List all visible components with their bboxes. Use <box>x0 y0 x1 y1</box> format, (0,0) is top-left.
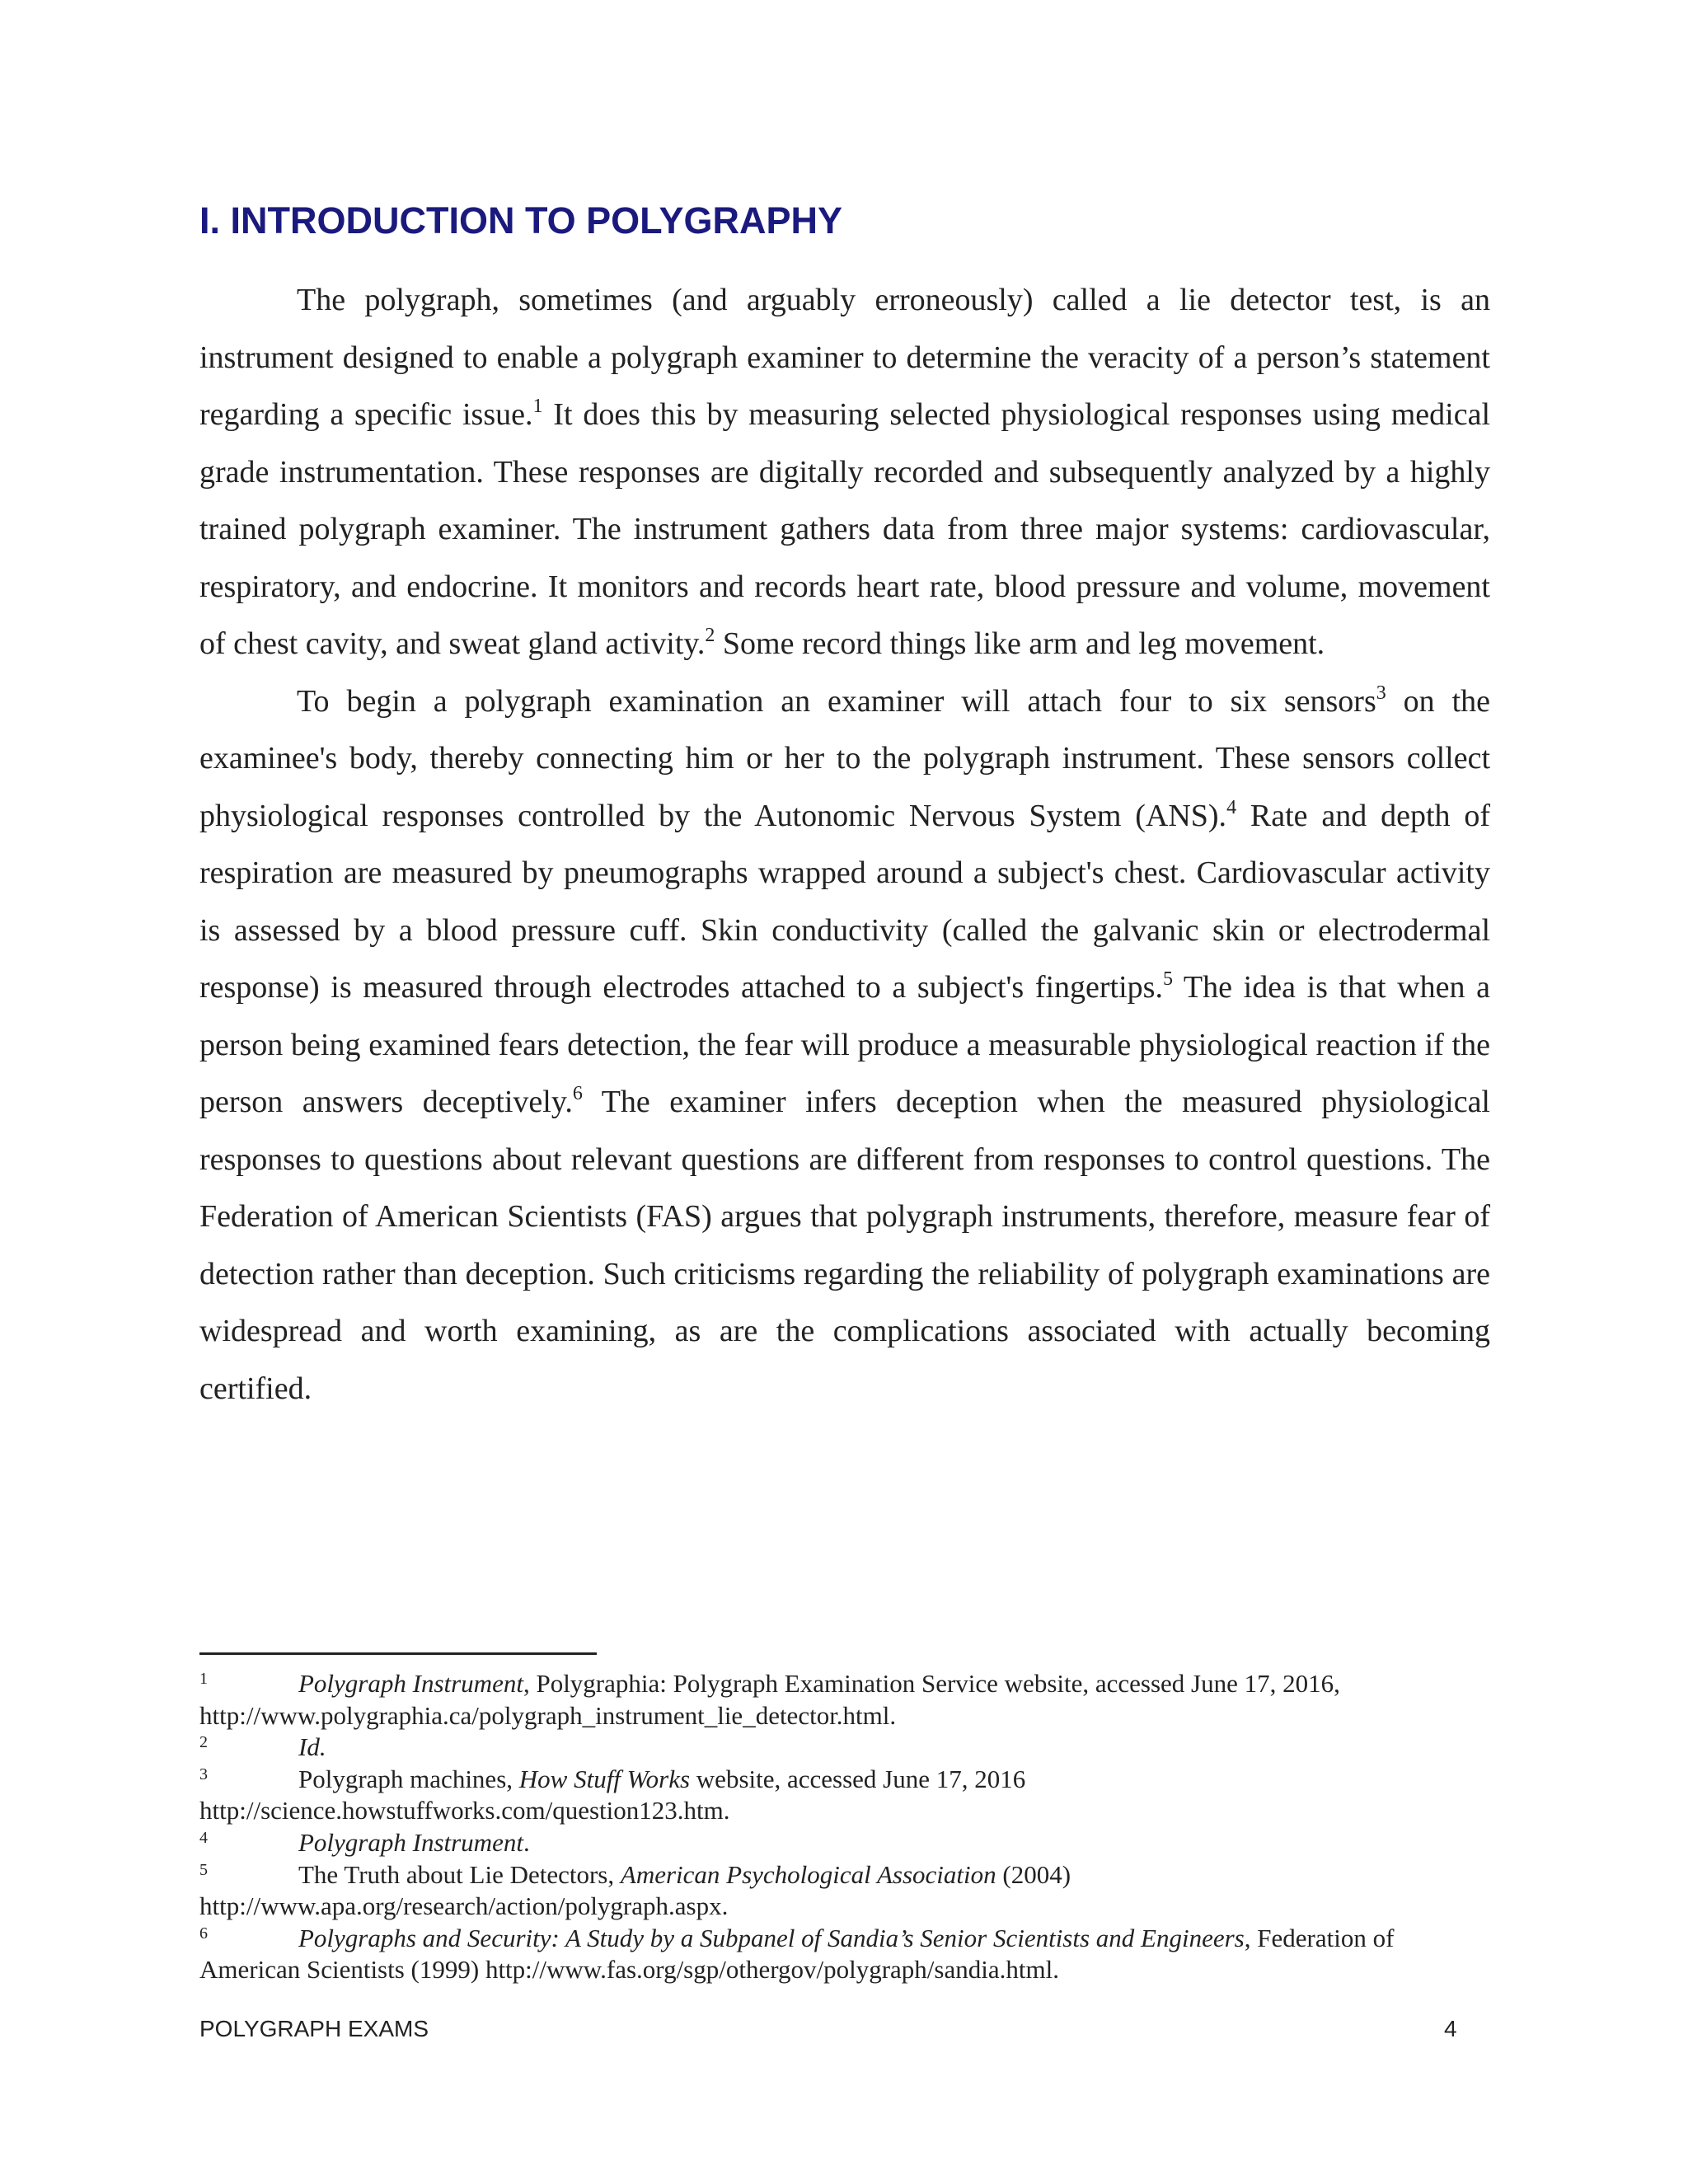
footnote-text-segment: website, accessed June 17, 2016 http://science.howstuffworks.com/question123.htm. <box>199 1764 1026 1825</box>
footnote-reference: 1 <box>532 396 543 417</box>
section-heading: I. INTRODUCTION TO POLYGRAPHY <box>199 199 843 241</box>
footnote-number: 5 <box>199 1860 208 1879</box>
text-segment: The examiner infers deception when the measured physiological responses to questions about relevant questions are different from responses to control questions. The Federation of American Scientists (FAS) argues that polygraph instruments, therefore, measure fear of detection rather than deception. Such criticisms regarding the reliability of polygraph examinations are widespread and worth examining, as are the complications associated with actually becoming certified. <box>199 1085 1490 1406</box>
footnote-text <box>199 1859 1490 1923</box>
page-number: 4 <box>1444 2016 1457 2041</box>
footnote-text-segment: , Federation of American Scientists (1999) http://www.fas.org/sgp/othergov/polygraph/sandia.html. <box>199 1923 1395 1985</box>
footnote-text-segment: The Truth about Lie Detectors, <box>298 1859 621 1889</box>
text-segment: on the examinee's body, thereby connecting him or her to the polygraph instrument. These sensors collect physiological responses controlled by the Autonomic Nervous System (ANS). <box>199 683 1490 833</box>
text-segment: The idea is that when a person being examined fears detection, the fear will produce a measurable physiological reaction if the person answers deceptively. <box>199 970 1490 1119</box>
footnote-text-segment: , Polygraphia: Polygraph Examination Service website, accessed June 17, 2016, http://www.polygraphia.ca/polygraph_instrument_lie_detector.html. <box>199 1669 1340 1730</box>
footnote <box>199 1732 1490 1764</box>
footnote-title: Polygraph Instrument <box>298 1669 523 1698</box>
footnote-reference: 3 <box>1376 682 1386 704</box>
text-segment: Some record things like arm and leg movement. <box>715 626 1325 661</box>
footnote-title: American Psychological Association <box>620 1859 996 1889</box>
footnote-text <box>199 1923 1490 1986</box>
footnote <box>199 1668 1490 1732</box>
text-segment: The polygraph, sometimes (and arguably erroneously) called a lie detector test, is an instrument designed to enable a polygraph examiner to determine the veracity of a person’s statement regarding a specific issue. <box>199 283 1490 432</box>
body-paragraph <box>199 272 1490 673</box>
body-paragraph <box>199 673 1490 1418</box>
footnote-text <box>199 1732 1490 1764</box>
footnote-title: Polygraph Instrument <box>298 1827 523 1857</box>
footnote-reference: 4 <box>1226 796 1237 818</box>
footnote-number: 2 <box>199 1733 208 1752</box>
footnote <box>199 1827 1490 1859</box>
footnote-text <box>199 1668 1490 1732</box>
footnotes <box>199 1668 1490 1986</box>
footnote-title: Id. <box>298 1732 326 1762</box>
footnote-title: How Stuff Works <box>518 1764 691 1793</box>
text-segment: It does this by measuring selected physiological responses using medical grade instrumentation. These responses are digitally recorded and subsequently analyzed by a highly trained polygraph examiner. The instrument gathers data from three major systems: cardiovascular, respiratory, and endocrine. It monitors and records heart rate, blood pressure and volume, movement of chest cavity, and sweat gland activity. <box>199 397 1491 661</box>
footnote-text-segment: Polygraph machines, <box>298 1764 519 1793</box>
footnote-number: 4 <box>199 1828 208 1847</box>
footnote-number: 6 <box>199 1924 208 1943</box>
text-segment: To begin a polygraph examination an examiner will attach four to six sensors <box>297 683 1376 719</box>
footnote-number: 3 <box>199 1765 208 1783</box>
footnote-reference: 5 <box>1162 968 1173 990</box>
body-text <box>199 272 1490 1418</box>
footnote-text <box>199 1764 1490 1827</box>
footnote-reference: 6 <box>572 1083 583 1104</box>
footnote-number: 1 <box>199 1670 208 1688</box>
footnote <box>199 1923 1490 1986</box>
footnote-text-segment: (2004) http://www.apa.org/research/action/polygraph.aspx. <box>199 1859 1071 1921</box>
text-segment: Rate and depth of respiration are measured by pneumographs wrapped around a subject's chest. Cardiovascular activity is assessed by a blood pressure cuff. Skin conductivity (called the galvanic skin or electrodermal response) is measured through electrodes attached to a subject's fingertips. <box>199 798 1490 1005</box>
footnote-text <box>199 1827 1490 1859</box>
footnote-reference: 2 <box>705 625 715 646</box>
footnote-text-segment: . <box>523 1827 530 1857</box>
footnote-separator <box>199 1652 597 1655</box>
footnote <box>199 1764 1490 1827</box>
footer-title: POLYGRAPH EXAMS <box>199 2016 429 2041</box>
footnote-title: Polygraphs and Security: A Study by a Subpanel of Sandia’s Senior Scientists and Engineers <box>298 1923 1245 1952</box>
footnote <box>199 1859 1490 1923</box>
